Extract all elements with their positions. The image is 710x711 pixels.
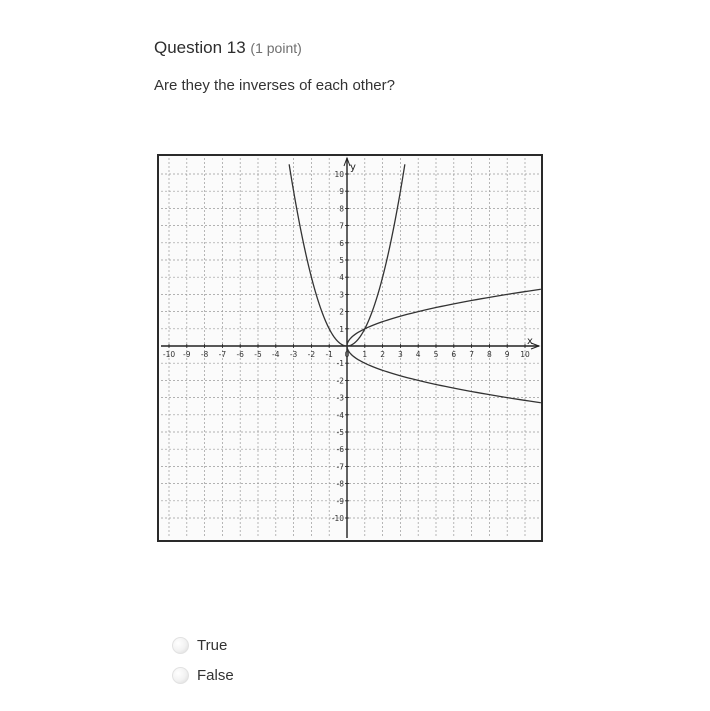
x-tick-label: -6 xyxy=(236,350,244,359)
question-title: Question 13 xyxy=(154,38,246,57)
y-tick-label: -6 xyxy=(336,445,344,455)
y-tick-label: 6 xyxy=(339,238,344,248)
y-tick-label: -5 xyxy=(336,428,344,437)
y-tick-label: 8 xyxy=(339,204,344,214)
y-tick-label: -7 xyxy=(336,462,344,472)
x-tick-label: 0 xyxy=(344,350,350,359)
x-tick-label: 9 xyxy=(504,350,510,359)
x-tick-label: 10 xyxy=(520,350,530,359)
x-tick-label: 5 xyxy=(433,350,439,359)
graph-image xyxy=(157,154,543,542)
y-tick-label: 10 xyxy=(334,170,344,179)
x-tick-label: 7 xyxy=(469,350,474,359)
x-tick-label: -3 xyxy=(289,350,298,359)
y-tick-label: -9 xyxy=(336,496,344,506)
x-tick-label: 6 xyxy=(451,350,457,359)
y-tick-label: -10 xyxy=(331,514,344,523)
x-axis-label: x xyxy=(527,336,533,347)
x-tick-label: -10 xyxy=(162,350,176,359)
x-tick-label: 1 xyxy=(362,350,368,359)
y-tick-label: -4 xyxy=(336,410,344,420)
answer-label-true: True xyxy=(197,636,228,654)
y-tick-label: 9 xyxy=(339,187,344,197)
y-tick-label: 7 xyxy=(339,221,344,231)
x-tick-label: -9 xyxy=(183,350,191,359)
radio-button-true[interactable] xyxy=(172,637,189,654)
x-tick-label: 2 xyxy=(380,350,385,359)
x-tick-label: -8 xyxy=(200,350,209,359)
x-tick-label: -5 xyxy=(254,350,262,359)
y-tick-label: 1 xyxy=(339,324,344,334)
question-prompt: Are they the inverses of each other? xyxy=(154,77,395,94)
answer-option-false[interactable] xyxy=(172,665,234,685)
y-tick-label: 4 xyxy=(339,273,344,283)
coordinate-graph xyxy=(157,154,543,542)
y-tick-label: -2 xyxy=(336,376,344,386)
x-tick-label: 8 xyxy=(487,350,492,359)
y-tick-label: -3 xyxy=(336,393,344,403)
answer-label-false: False xyxy=(197,666,234,684)
radio-button-false[interactable] xyxy=(172,667,189,684)
y-axis-label: y xyxy=(350,162,356,173)
question-points: (1 point) xyxy=(250,40,302,56)
x-tick-label: 4 xyxy=(415,350,421,359)
x-tick-label: -2 xyxy=(307,350,316,359)
question-header xyxy=(154,38,302,58)
y-tick-label: 3 xyxy=(339,290,344,300)
y-tick-label: -8 xyxy=(336,479,344,489)
y-tick-label: 5 xyxy=(339,256,344,265)
x-tick-label: 3 xyxy=(398,350,403,359)
x-tick-label: -7 xyxy=(218,350,227,359)
y-tick-label: 2 xyxy=(339,307,344,317)
x-tick-label: -4 xyxy=(272,350,280,359)
y-tick-label: -1 xyxy=(336,359,344,369)
x-tick-label: -1 xyxy=(325,350,333,359)
answer-option-true[interactable] xyxy=(172,635,227,655)
